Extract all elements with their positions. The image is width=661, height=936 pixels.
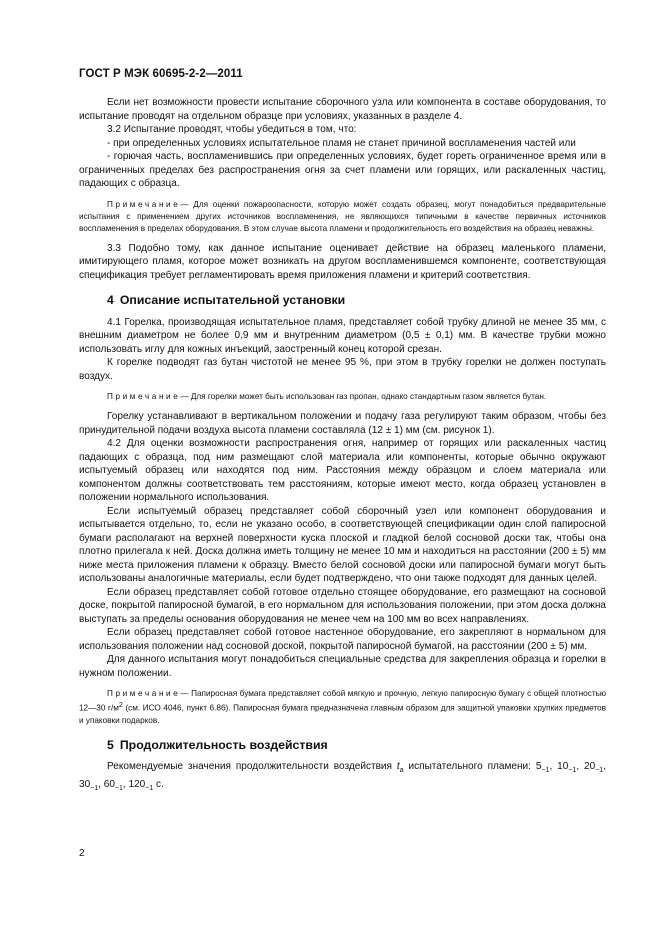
variable: t (396, 761, 400, 773)
text: с. (153, 778, 164, 790)
note-text: — Папиросная бумага представляет собой мягкую и прочную, легкую папиросную бумагу с общей плотностью 12—30 г/м (79, 689, 606, 713)
note (79, 391, 606, 403)
section-number: 4 (107, 293, 114, 307)
tolerance: −1 (595, 767, 604, 775)
section-title: Описание испытательной установки (119, 293, 346, 307)
page-number: 2 (79, 848, 85, 859)
paragraph: К горелке подводят газ бутан чистотой не менее 95 %, при этом в трубку горелки не должен поступать воздух. (79, 357, 606, 382)
paragraph: Горелку устанавливают в вертикальном положении и подачу газа регулируют таким образом, чтобы без принудительной подачи воздуха высота пламени составляла (12 ± 1) мм (см. рисунок 1). (79, 411, 606, 436)
note-label: Примечание (107, 199, 181, 209)
paragraph-3-2: 3.2 Испытание проводят, чтобы убедиться в том, что: (107, 124, 357, 135)
list-item: - горючая часть, воспламенившись при определенных условиях, будет гореть ограниченное время или в ограниченных пределах без распространения огня за счет пламени или горящих, или раскаленных частиц, падающих с образца. (79, 151, 606, 189)
paragraph: Если нет возможности провести испытание сборочного узла или компонента в составе оборудования, то испытание проводят на отдельном образце при условиях, указанных в разделе 4. (79, 97, 606, 122)
text: , 20 (576, 761, 596, 773)
section-number: 5 (107, 737, 114, 752)
paragraph: Если образец представляет собой готовое настенное оборудование, его закрепляют в нормальном для использования положении над сосновой доской, покрытой папиросной бумагой, на расстоянии (200 ± 5) мм. (79, 627, 606, 652)
paragraph: Для данного испытания могут понадобиться специальные средства для закрепления образца и горелки в нужном положении. (79, 654, 606, 679)
text: , 30 (79, 761, 606, 790)
tolerance: −1 (541, 767, 550, 775)
list-item: - при определенных условиях испытательное пламя не станет причиной воспламенения частей или (107, 137, 576, 149)
paragraph: Если испытуемый образец представляет собой сборочный узел или компонент оборудования и испытывается отдельно, то, если не указано особо, в соответствующей спецификации один слой папиросной бумаги располагают на верхней поверхности куска плоской и гладкой белой сосновой доски так, чтобы она плотно прилегала к ней. Доска должна иметь толщину не менее 10 мм и находиться на расстоянии (200 ± 5) мм ниже места приложения пламени к образцу. Вместо белой сосновой доски или папиросной бумаги могут быть использованы аналогичные материалы, если будет подтверждено, что они также подходят для данных целей. (79, 505, 606, 584)
page-body (79, 96, 606, 795)
document-header: ГОСТ Р МЭК 60695-2-2—2011 (79, 68, 243, 80)
note-label: Примечание (107, 392, 181, 401)
subscript: a (399, 767, 404, 775)
tolerance: −1 (114, 784, 123, 792)
paragraph-3-3: 3.3 Подобно тому, как данное испытание оценивает действие на образец маленького пламени, имитирующего пламя, которое может возникать на другом воспламенившемся компоненте, соответствующая спецификация требует регламентировать время приложения пламени и критерий соответствия. (79, 242, 606, 281)
paragraph-durations (79, 760, 606, 795)
section-heading (79, 739, 606, 753)
note (79, 688, 606, 727)
note-text: (см. ИСО 4046, пункт 6.86). Папиросная бумага предназначена главным образом для защитной упаковки хрупких предметов и упаковки подарков. (79, 703, 606, 725)
tolerance: −1 (90, 784, 99, 792)
paragraph: Если образец представляет собой готовое отдельно стоящее оборудование, его размещают на сосновой доске, покрытой папиросной бумагой, в его нормальном для использования положении, при этом доска должна выступать за пределы основания оборудования не менее чем на 100 мм во всех направлениях. (79, 586, 606, 625)
text: , 120 (122, 778, 146, 790)
note-text: — Для горелки может быть использован газ пропан, однако стандартным газом является бутан. (180, 392, 547, 401)
text: Рекомендуемые значения продолжительности воздействия (107, 761, 397, 773)
paragraph-4-2: 4.2 Для оценки возможности распространения огня, например от горящих или раскаленных частиц падающих с образца, под ним размещают слой материала или компоненты, которые обычно окружают испытуемый образец или находятся под ним. Расстояния между образцом и слоем материала или компонентом должны соответствовать тем расстояниям, которые имеют место, когда образец установлен в положении нормального использования. (79, 438, 606, 503)
superscript: 2 (118, 702, 123, 709)
note-label: Примечание (107, 689, 181, 698)
note-text: — Для оценки пожароопасности, которую может создать образец, могут понадобиться предварительные испытания с применением других источников воспламенения, не являющихся типичными в качестве первичных источников воспламенения в пределах оборудования. В этом случае высота пламени и продолжительность его воздействия на образец неважны. (79, 199, 606, 233)
section-title: Продолжительность воздействия (119, 737, 328, 752)
tolerance: −1 (145, 784, 154, 792)
text: испытательного пламени: 5 (403, 761, 542, 773)
tolerance: −1 (568, 767, 577, 775)
paragraph-4-1: 4.1 Горелка, производящая испытательное пламя, представляет собой трубку длиной не менее 35 мм, с внешним диаметром не более 0,9 мм и внутренним диаметром (0,5 ± 0,1) мм. В качестве трубки можно использовать иглу для кожных инъекций, заостренный конец которой срезан. (79, 316, 606, 355)
text: , 60 (98, 778, 115, 790)
note (79, 199, 606, 235)
section-heading (79, 294, 606, 308)
text: , 10 (549, 761, 569, 773)
